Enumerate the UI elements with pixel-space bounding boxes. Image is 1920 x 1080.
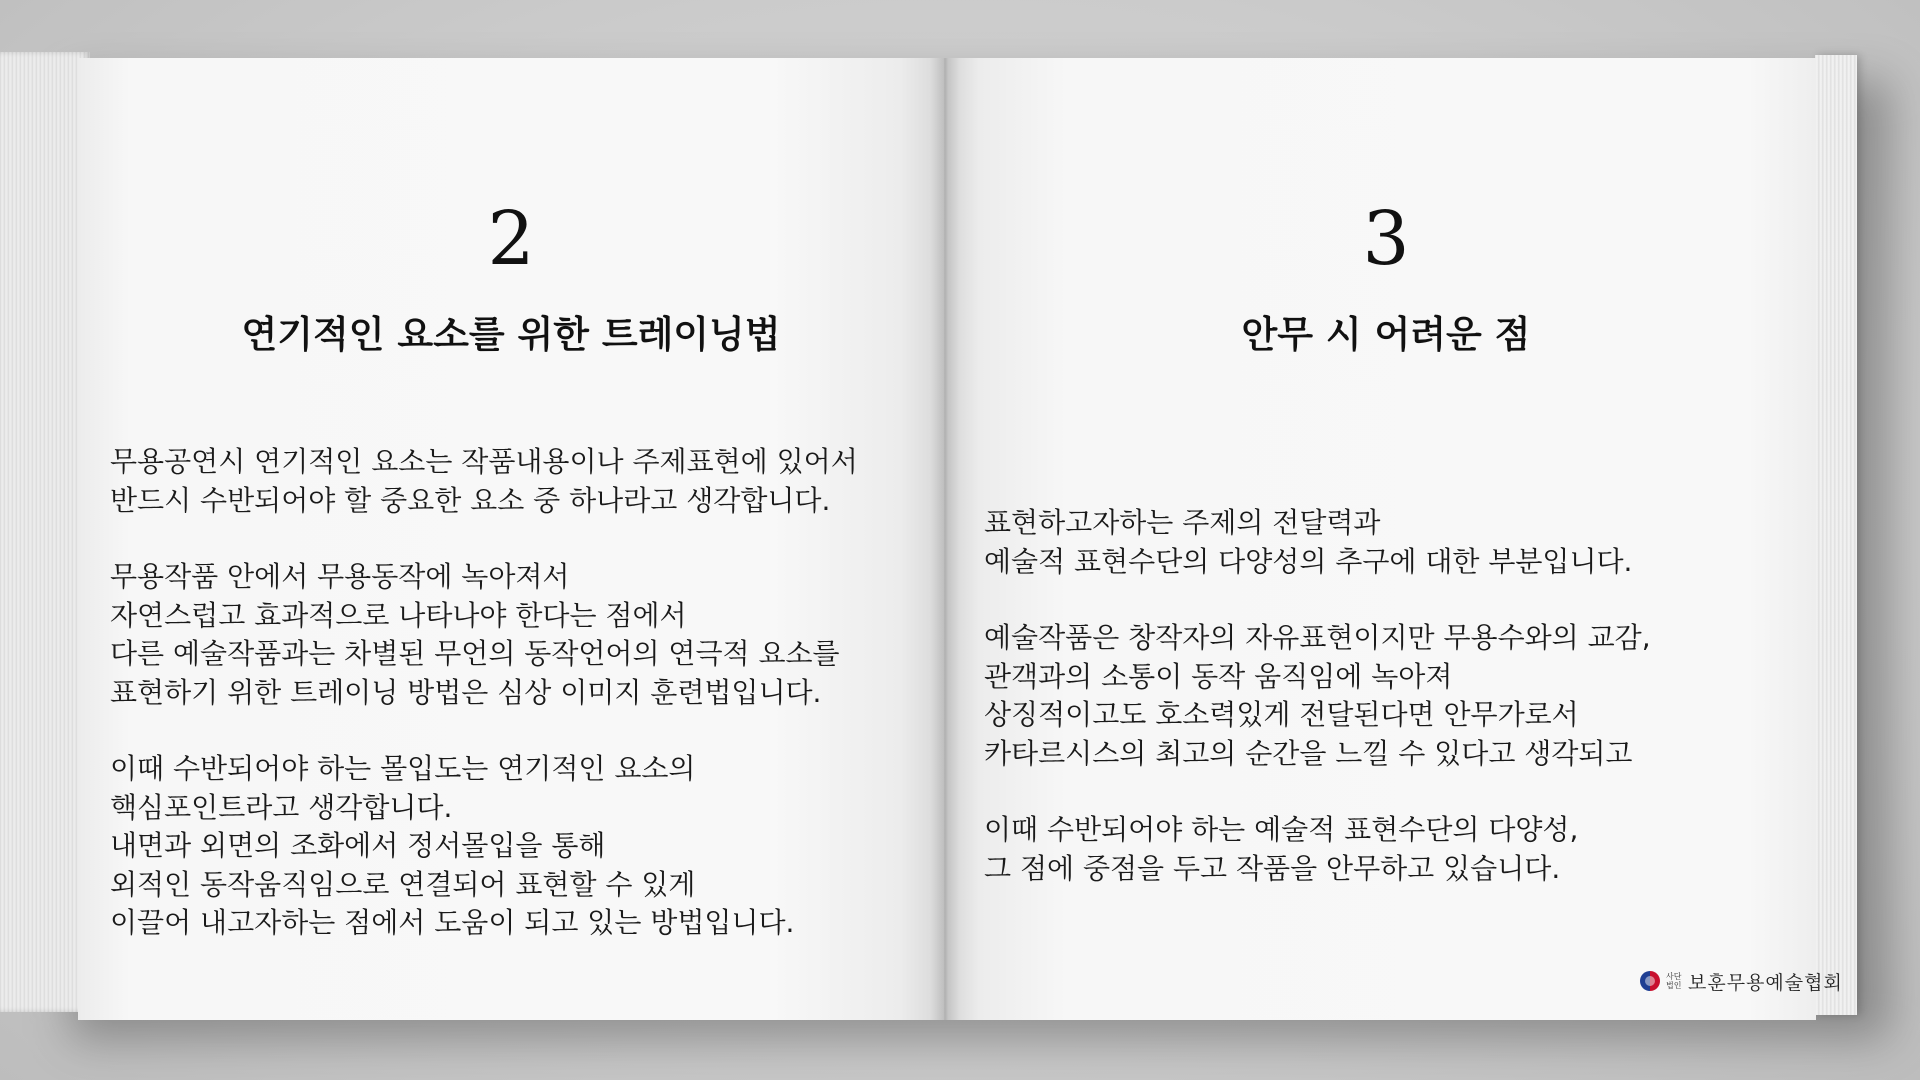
text-line: 다른 예술작품과는 차별된 무언의 동작언어의 연극적 요소를: [110, 637, 840, 670]
text-line: 핵심포인트라고 생각합니다.: [110, 790, 453, 824]
left-page-number: 2: [487, 196, 535, 282]
text-line: 반드시 수반되어야 할 중요한 요소 중 하나라고 생각합니다.: [110, 483, 831, 517]
logo-small-text: 사단법인: [1666, 972, 1682, 990]
text-line: 관객과의 소통이 동작 움직임에 녹아져: [984, 659, 1453, 693]
text-line: 표현하고자하는 주제의 전달력과: [984, 506, 1381, 539]
text-line: 예술작품은 창작자의 자유표현이지만 무용수와의 교감,: [984, 621, 1651, 654]
right-page-body: [984, 504, 1651, 926]
logo-name: 보훈무용예술협회: [1688, 971, 1843, 994]
left-page-edges: [0, 52, 90, 1012]
left-paragraph-2: [110, 558, 858, 712]
left-page-body: [110, 443, 858, 981]
text-line: 외적인 동작움직임으로 연결되어 표현할 수 있게: [110, 867, 696, 901]
taegeuk-icon: [1640, 971, 1660, 991]
text-line: 자연스럽고 효과적으로 나타나야 한다는 점에서: [110, 598, 687, 632]
text-line: 이때 수반되어야 하는 몰입도는 연기적인 요소의: [110, 752, 696, 785]
text-line: 이때 수반되어야 하는 예술적 표현수단의 다양성,: [984, 813, 1579, 846]
left-paragraph-1: [110, 443, 858, 520]
text-line: 이끌어 내고자하는 점에서 도움이 되고 있는 방법입니다.: [110, 906, 795, 939]
text-line: 상징적이고도 호소력있게 전달된다면 안무가로서: [984, 698, 1579, 731]
right-paragraph-3: [984, 811, 1651, 888]
left-paragraph-3: [110, 750, 858, 943]
right-paragraph-1: [984, 504, 1651, 581]
text-line: 내면과 외면의 조화에서 정서몰입을 통해: [110, 829, 606, 862]
left-page-heading: 연기적인 요소를 위한 트레이닝법: [241, 313, 781, 356]
right-page-heading: 안무 시 어려운 점: [1241, 313, 1531, 356]
association-logo: [1640, 968, 1843, 994]
text-line: 카타르시스의 최고의 순간을 느낄 수 있다고 생각되고: [984, 736, 1633, 770]
right-page-edges: [1815, 55, 1857, 1015]
text-line: 무용공연시 연기적인 요소는 작품내용이나 주제표현에 있어서: [110, 445, 858, 478]
book-gutter: [930, 58, 960, 1020]
right-page-number: 3: [1362, 196, 1410, 282]
text-line: 그 점에 중점을 두고 작품을 안무하고 있습니다.: [984, 851, 1561, 885]
text-line: 예술적 표현수단의 다양성의 추구에 대한 부분입니다.: [984, 544, 1633, 578]
text-line: 표현하기 위한 트레이닝 방법은 심상 이미지 훈련법입니다.: [110, 675, 822, 709]
right-paragraph-2: [984, 619, 1651, 773]
text-line: 무용작품 안에서 무용동작에 녹아져서: [110, 560, 570, 593]
